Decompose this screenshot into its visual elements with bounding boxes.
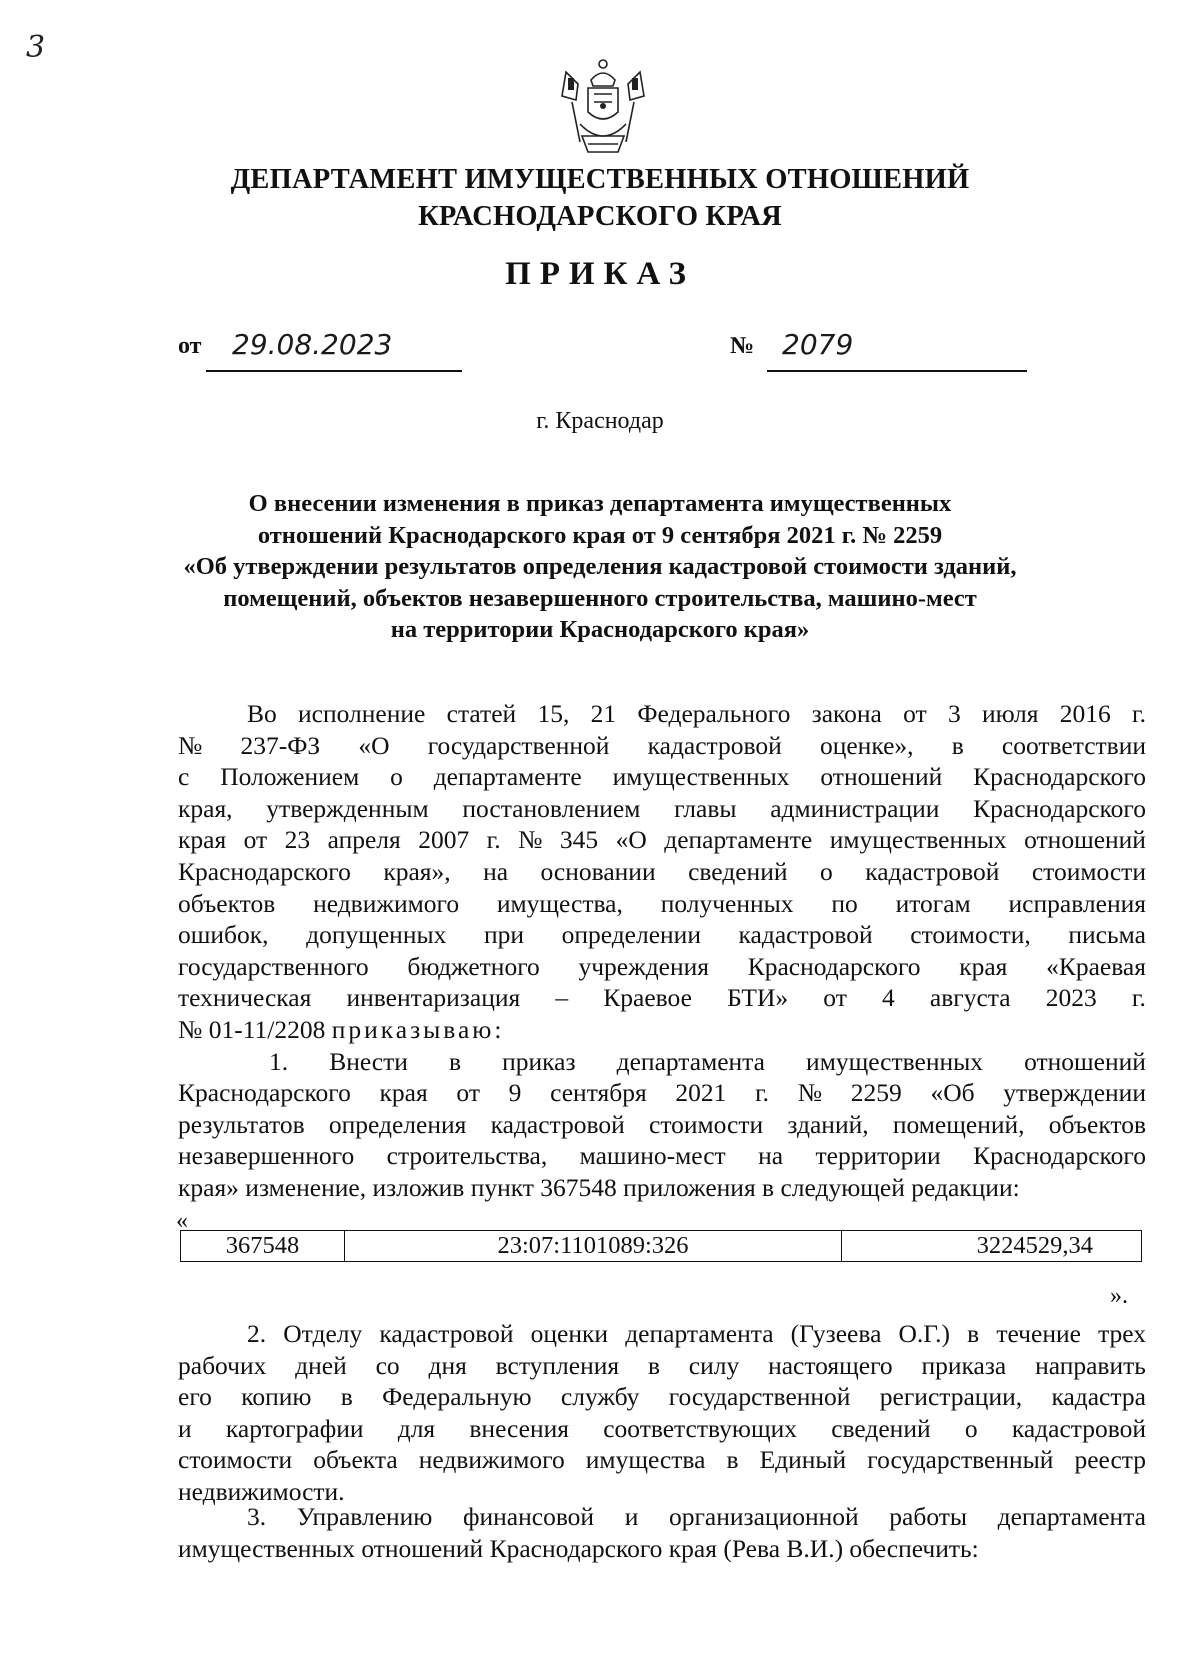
preamble-and-item-1 (178, 698, 1146, 1204)
word: государственной (427, 730, 610, 760)
word: Краснодарского (747, 951, 921, 981)
word: «Об (930, 1078, 975, 1108)
word: зданий, (787, 1109, 869, 1139)
word: Краевое (603, 983, 692, 1013)
text-line: имущественных отношений Краснодарского края (Рева В.И.) обеспечить: (178, 1533, 979, 1563)
word: машино-мест (579, 1141, 726, 1171)
word: 4 (882, 983, 895, 1013)
word: края», (383, 856, 451, 886)
word: техническая (178, 983, 312, 1013)
word: Федерального (637, 699, 791, 728)
word: организационной (668, 1502, 859, 1531)
word: дня (428, 1350, 467, 1380)
word: территории (815, 1141, 941, 1171)
word: утвержденным (266, 793, 429, 823)
word: строительства, (386, 1141, 548, 1171)
word: края (178, 825, 227, 855)
word: Краснодарского (178, 856, 351, 886)
word: июля (981, 699, 1039, 728)
text-line (178, 793, 1146, 825)
word: (Гузеева (790, 1319, 882, 1348)
word: г. (486, 825, 501, 855)
word: отношений (1024, 825, 1146, 855)
word: департаменте (433, 762, 582, 792)
word: настоящего (768, 1350, 893, 1380)
text-line (178, 951, 1146, 983)
word: кадастровой (1011, 1413, 1146, 1443)
word: 2023 (1045, 983, 1097, 1013)
word: имущественных (829, 825, 1007, 855)
table-close-quote: ». (1110, 1283, 1128, 1309)
word: соответствии (1001, 730, 1146, 760)
word: кадастра (1051, 1382, 1146, 1412)
word: Краснодарского (178, 1078, 351, 1108)
department-name-line-2: КРАСНОДАРСКОГО КРАЯ (418, 201, 782, 232)
cadastral-value-cell: 3224529,34 (842, 1231, 1142, 1262)
department-name-line-1: ДЕПАРТАМЕНТ ИМУЩЕСТВЕННЫХ ОТНОШЕНИЙ (230, 164, 970, 195)
word: БТИ» (727, 983, 789, 1013)
text-line (178, 824, 1146, 856)
word: и (178, 1413, 192, 1443)
document-type-heading: ПРИКАЗ (505, 256, 695, 292)
word: г. (1131, 983, 1146, 1013)
word: стоимости (649, 1109, 764, 1139)
word: утверждении (1003, 1078, 1146, 1108)
text-line (178, 1318, 1146, 1350)
word: работы (889, 1502, 968, 1531)
word: в (449, 1046, 462, 1076)
word: недвижимого (418, 1445, 565, 1475)
text-line (178, 1014, 1146, 1046)
text-line (178, 1046, 1146, 1078)
word: итогам (895, 888, 971, 918)
word: картографии (225, 1413, 364, 1443)
word: стоимости (178, 1445, 293, 1475)
word: основании (540, 856, 656, 886)
word: объекта (313, 1445, 398, 1475)
word: о (819, 856, 833, 886)
word: для (397, 1413, 436, 1443)
word: 1. (269, 1046, 289, 1076)
item-number-cell: 367548 (181, 1231, 345, 1262)
word: стоимости (1031, 856, 1146, 886)
word: исполнение (298, 699, 426, 728)
word: статей (446, 699, 517, 728)
table-open-quote: « (176, 1208, 188, 1234)
city: г. Краснодар (536, 408, 664, 434)
word: приказ (502, 1046, 576, 1076)
word: постановлением (462, 793, 641, 823)
word: результатов (178, 1109, 305, 1139)
word: в (726, 1445, 739, 1475)
order-title (150, 488, 1050, 646)
text-line (178, 1444, 1146, 1476)
text-line (178, 919, 1146, 951)
word: имущественных (612, 762, 790, 792)
word: кадастровой (865, 856, 1000, 886)
number-label: № (730, 333, 755, 359)
word: оценки (530, 1319, 609, 1348)
title-line: на территории Краснодарского края» (390, 616, 810, 643)
word: Внести (329, 1046, 408, 1076)
title-line: отношений Краснодарского края от 9 сентября 2021 г. № 2259 (257, 521, 943, 549)
word: департамента (616, 1046, 765, 1076)
word: бюджетного (407, 951, 540, 981)
word: Федеральную (382, 1382, 532, 1412)
word: со (375, 1350, 400, 1380)
word: 3. (247, 1502, 267, 1531)
word: департамента (625, 1319, 774, 1348)
word: 15, (537, 699, 570, 728)
text-line (178, 1381, 1146, 1413)
word: сведений (688, 856, 788, 886)
word: в (951, 730, 964, 760)
text-line (178, 856, 1146, 888)
word: государственный (867, 1445, 1054, 1475)
word: отношений (1024, 1046, 1146, 1076)
word: имущественных (806, 1046, 984, 1076)
word: реестр (1074, 1445, 1146, 1475)
word: исправления (1008, 888, 1146, 918)
word: «О (615, 825, 647, 855)
word: ошибок, (178, 920, 269, 950)
word: допущенных (306, 920, 447, 950)
word: 2007 (418, 825, 470, 855)
word: инвентаризация (346, 983, 521, 1013)
word: 237-ФЗ (240, 730, 321, 760)
cadastral-number-cell: 23:07:1101089:326 (345, 1231, 842, 1262)
word: 2. (247, 1319, 267, 1348)
word: края, (178, 793, 233, 823)
word: кадастровой (738, 920, 873, 950)
word: соответствующих (603, 1413, 797, 1443)
word: определении (561, 920, 701, 950)
word: Во (247, 699, 277, 728)
word: края (959, 951, 1008, 981)
word: департамента (997, 1502, 1146, 1531)
number-value-handwritten: 2079 (782, 328, 854, 361)
word: от (243, 825, 268, 855)
number-underline (767, 370, 1027, 372)
word: края (379, 1078, 428, 1108)
word: 21 (590, 699, 617, 728)
word: направить (1035, 1350, 1146, 1380)
date-value-handwritten: 29.08.2023 (232, 328, 393, 361)
word: приказа (921, 1350, 1007, 1380)
word: Положением (220, 762, 360, 792)
word: на (483, 856, 509, 886)
word: стоимости, (910, 920, 1031, 950)
coat-of-arms-emblem (558, 56, 648, 156)
word: в (647, 1350, 660, 1380)
word: при (483, 920, 524, 950)
word: помещений, (892, 1109, 1025, 1139)
word: имущества (585, 1445, 706, 1475)
word: в (340, 1382, 353, 1412)
text-line (178, 1501, 1146, 1533)
word: «Краевая (1046, 951, 1146, 981)
word: объектов (178, 888, 276, 918)
word: службу (560, 1382, 640, 1412)
word: кадастровой (647, 730, 782, 760)
text-line (178, 888, 1146, 920)
word: определения (328, 1109, 467, 1139)
word: по (831, 888, 858, 918)
word: письма (1068, 920, 1146, 950)
word: главы (674, 793, 737, 823)
word: августа (929, 983, 1011, 1013)
word: – (555, 983, 569, 1013)
word: финансовой (462, 1502, 595, 1531)
date-label: от (178, 333, 202, 359)
text-line (178, 698, 1146, 730)
text-line (178, 1109, 1146, 1141)
word: «О (358, 730, 390, 760)
word: администрации (770, 793, 940, 823)
word: сентября (550, 1078, 647, 1108)
title-line: О внесении изменения в приказ департамента имущественных (248, 490, 952, 517)
word: государственного (178, 951, 369, 981)
word: 2259 (850, 1078, 902, 1108)
word: апреля (327, 825, 401, 855)
word: № (797, 1078, 823, 1108)
word: г. (755, 1078, 770, 1108)
text-line: края» изменение, изложив пункт 367548 приложения в следующей редакции: (178, 1172, 1020, 1202)
word: 3 (947, 699, 961, 728)
word: 345 (559, 825, 599, 855)
word: с (178, 762, 190, 792)
title-line: помещений, объектов незавершенного строительства, машино-мест (223, 584, 977, 612)
word: кадастровой (490, 1109, 625, 1139)
word: его (178, 1382, 212, 1412)
registration-number: № 01-11/2208 (178, 1014, 326, 1044)
word: от (456, 1078, 480, 1108)
word: дней (295, 1350, 347, 1380)
word: Краснодарского (973, 1141, 1146, 1171)
page-number: 3 (26, 30, 46, 65)
word: имущества, (496, 888, 623, 918)
word: 2016 (1059, 699, 1111, 728)
word: Краснодарского (973, 762, 1146, 792)
word: на (758, 1141, 784, 1171)
text-line (178, 982, 1146, 1014)
word: № (518, 825, 543, 855)
text-line: недвижимости. (178, 1476, 345, 1506)
word: о (964, 1413, 978, 1443)
word: Краснодарского (973, 793, 1146, 823)
word: течение (996, 1319, 1081, 1348)
word: департаменте (664, 825, 813, 855)
order-verb: приказываю: (331, 1014, 505, 1044)
word: от (903, 699, 927, 728)
item-2 (178, 1318, 1146, 1508)
word: незавершенного (178, 1141, 355, 1171)
item-3 (178, 1501, 1146, 1564)
word: 9 (508, 1078, 522, 1108)
word: г. (1132, 699, 1146, 728)
word: закона (811, 699, 882, 728)
word: о (390, 762, 403, 792)
word: полученных (660, 888, 794, 918)
word: оценке», (819, 730, 914, 760)
text-line (178, 730, 1146, 762)
word: кадастровой (379, 1319, 514, 1348)
word: № (178, 730, 203, 760)
word: объектов (1048, 1109, 1146, 1139)
text-line (178, 761, 1146, 793)
word: рабочих (178, 1350, 267, 1380)
title-line: «Об утверждении результатов определения кадастровой стоимости зданий, (183, 553, 1017, 580)
word: регистрации, (879, 1382, 1023, 1412)
word: и (624, 1502, 639, 1531)
word: Отделу (283, 1319, 363, 1348)
word: в (967, 1319, 980, 1348)
text-line (178, 1413, 1146, 1445)
word: 23 (284, 825, 311, 855)
word: учреждения (578, 951, 710, 981)
table-row (181, 1231, 1142, 1262)
word: трех (1098, 1319, 1146, 1348)
word: от (823, 983, 847, 1013)
word: вступления (495, 1350, 620, 1380)
word: отношений (820, 762, 943, 792)
date-underline (206, 370, 462, 372)
text-line (178, 1077, 1146, 1109)
cadastral-value-table (180, 1230, 1142, 1262)
word: сведений (831, 1413, 931, 1443)
word: государственной (668, 1382, 851, 1412)
word: О.Г.) (898, 1319, 951, 1348)
word: Единый (759, 1445, 847, 1475)
text-line (178, 1140, 1146, 1172)
word: внесения (469, 1413, 569, 1443)
text-line (178, 1350, 1146, 1382)
word: силу (688, 1350, 740, 1380)
word: Управлению (296, 1502, 433, 1531)
word: копию (241, 1382, 312, 1412)
word: недвижимого (313, 888, 460, 918)
word: 2021 (675, 1078, 727, 1108)
